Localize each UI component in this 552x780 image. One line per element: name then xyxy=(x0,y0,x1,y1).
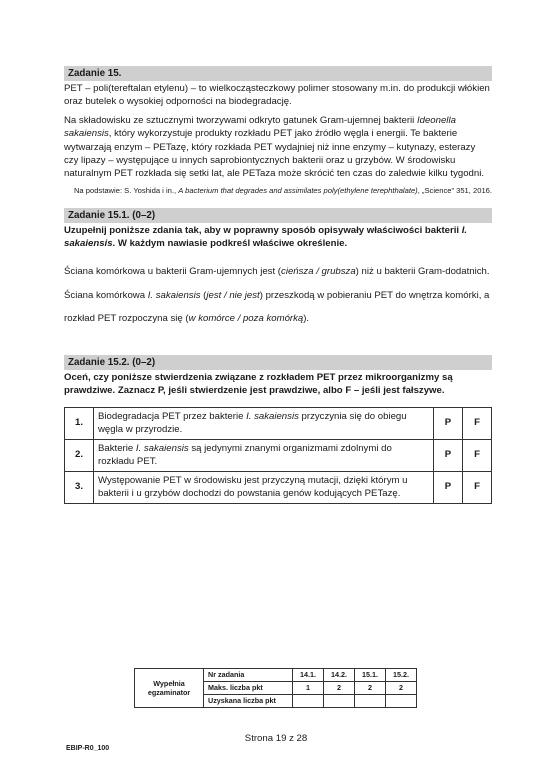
table-row xyxy=(65,440,492,472)
species-name: Ideonella sakaiensis xyxy=(64,115,456,140)
statement: Występowanie PET w środowisku jest przyczyną mutacji, dzięki którym u bakterii i u grzybów dochodzi do powstania genów kodujących PETazę. xyxy=(94,472,434,504)
examiner-table xyxy=(134,668,417,708)
table-row xyxy=(65,472,492,504)
task15-header: Zadanie 15. xyxy=(64,66,492,81)
option-cell-wall-thickness[interactable]: cieńsza / grubsza xyxy=(281,266,356,278)
score-cell[interactable] xyxy=(293,695,324,708)
task15-1-header: Zadanie 15.1. (0–2) xyxy=(64,208,492,223)
row-number: 1. xyxy=(65,408,94,440)
max-points-label: Maks. liczba pkt xyxy=(204,682,293,695)
task15-2-instruction: Oceń, czy poniższe stwierdzenia związane z rozkładem PET przez mikroorganizmy są prawdziwe. Zaznacz P, jeśli stwierdzenie jest prawdziwe, albo F – jeśli jest fałszywe. xyxy=(64,372,453,397)
task15-1-sentences: Ściana komórkowa u bakterii Gram-ujemnych jest (cieńsza / grubsza) niż u bakterii Gram-dodatnich. Ściana komórkowa I. sakaiensis (jest / nie jest) przeszkodą w pobieraniu PET do wnętrza komórki, a rozkład PET rozpoczyna się (w komórce / poza komórką). xyxy=(64,266,490,325)
statement: Bakterie I. sakaiensis są jedynymi znanymi organizmami zdolnymi do rozkładu PET. xyxy=(94,440,434,472)
task15-2-header: Zadanie 15.2. (0–2) xyxy=(64,355,492,370)
score-cell[interactable] xyxy=(355,695,386,708)
scored-points-label: Uzyskana liczba pkt xyxy=(204,695,293,708)
task15-source: Na podstawie: S. Yoshida i in., A bacterium that degrades and assimilates poly(ethylene terephthalate), „Science” 351, 2016. xyxy=(73,185,492,195)
task-number-label: Nr zadania xyxy=(204,669,293,682)
true-false-table xyxy=(64,407,492,504)
row-number: 2. xyxy=(65,440,94,472)
option-barrier[interactable]: jest / nie jest xyxy=(206,289,260,301)
true-option[interactable]: P xyxy=(434,440,463,472)
score-cell[interactable] xyxy=(386,695,417,708)
page-number: Strona 19 z 28 xyxy=(244,733,308,744)
task15-1-instruction: Uzupełnij poniższe zdania tak, aby w poprawny sposób opisywały właściwości bakterii I. sakaiensis. W każdym nawiasie podkreśl właściwe określenie. xyxy=(64,225,468,250)
option-location[interactable]: w komórce / poza komórką xyxy=(188,313,304,325)
examiner-label: Wypełnia egzaminator xyxy=(135,669,204,708)
task15-description: Na składowisku ze sztucznymi tworzywami odkryto gatunek Gram-ujemnej bakterii Ideonella sakaiensis, który wykorzystuje produkty rozkładu PET jako źródło węgla i energii. Te bakterie wytwarzają enzym – PETazę, który rozkłada PET wydajniej niż inne enzymy – kutynazy, esterazy czy lipazy – występujące u innych saprobiontycznych bakterii oraz u grzybów. W środowisku naturalnym PET rozkłada się setki lat, ale PETaza może skrócić ten czas do zaledwie kilku tygodni. xyxy=(64,115,485,179)
true-option[interactable]: P xyxy=(434,408,463,440)
false-option[interactable]: F xyxy=(463,472,492,504)
score-cell[interactable] xyxy=(324,695,355,708)
false-option[interactable]: F xyxy=(463,408,492,440)
table-row: Maks. liczba pkt 1 2 2 2 xyxy=(135,682,417,695)
false-option[interactable]: F xyxy=(463,440,492,472)
document-code: EBIP-R0_100 xyxy=(66,745,110,752)
page-content xyxy=(64,0,492,504)
true-option[interactable]: P xyxy=(434,472,463,504)
row-number: 3. xyxy=(65,472,94,504)
task15-intro: PET – poli(tereftalan etylenu) – to wielkocząsteczkowy polimer stosowany m.in. do produkcji włókien oraz butelek o wysokiej odporności na biodegradację. xyxy=(64,83,490,108)
table-row xyxy=(65,408,492,440)
statement: Biodegradacja PET przez bakterie I. sakaiensis przyczynia się do obiegu węgla w przyrodzie. xyxy=(94,408,434,440)
table-row: Wypełnia egzaminator Nr zadania 14.1. 14.2. 15.1. 15.2. xyxy=(135,669,417,682)
